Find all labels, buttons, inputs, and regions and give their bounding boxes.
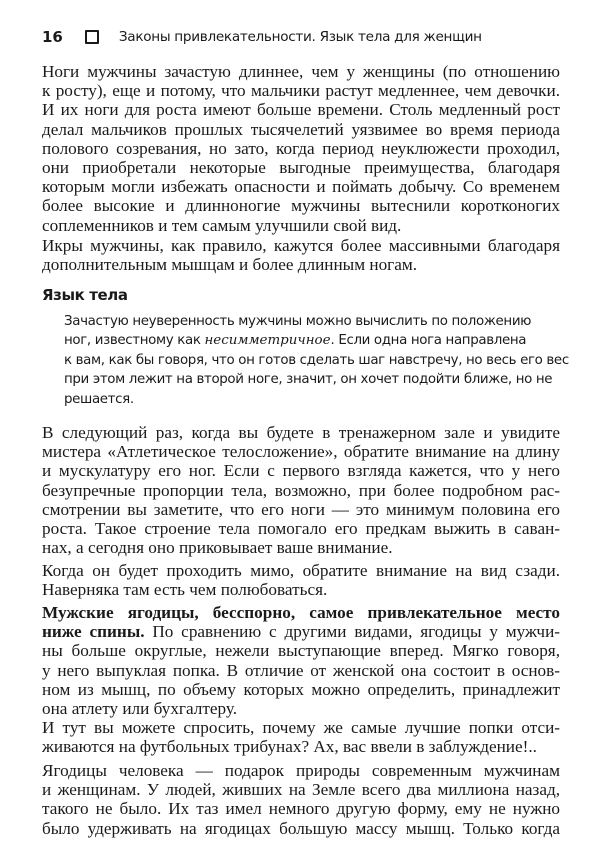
text-line	[42, 799, 560, 818]
text-run: смотрении вы заметите, что его ноги — это минимум половина его	[42, 499, 560, 519]
text-line	[42, 177, 560, 196]
text-run: мистера «Атлетическое телосложение», обратите внимание на длину	[42, 442, 560, 462]
text-run: Зачастую неуверенность мужчины можно вычислить по положению	[64, 314, 532, 329]
text-line	[64, 312, 540, 331]
text-line	[42, 62, 560, 81]
text-line	[42, 661, 560, 680]
text-line	[42, 641, 560, 660]
text-line	[42, 481, 560, 500]
paragraph	[42, 62, 560, 235]
page-number: 16	[42, 28, 63, 46]
text-line	[42, 761, 560, 780]
text-run: безупречные пропорции тела, возможно, при более подробном рас-	[42, 480, 560, 500]
text-line	[42, 423, 560, 442]
running-title: Законы привлекательности. Язык тела для женщин	[118, 29, 482, 45]
text-line	[42, 603, 560, 622]
text-run: при этом лежит на второй ноге, значит, он хочет подойти ближе, но не	[64, 372, 553, 388]
bold-text-run: ниже спины.	[42, 622, 145, 642]
text-line	[42, 737, 560, 756]
text-run: Ягодицы человека — подарок природы современным мужчинам	[42, 761, 560, 780]
text-line	[42, 519, 560, 538]
text-run: И тут вы можете спросить, почему же самые лучшие попки отси-	[42, 718, 560, 737]
text-line	[64, 351, 569, 370]
text-run: ног, известному как	[64, 333, 205, 349]
text-line	[42, 680, 560, 699]
text-line	[42, 461, 560, 480]
text-run: Ноги мужчины зачастую длиннее, чем у женщины (по отношению	[42, 62, 560, 81]
text-line	[42, 81, 560, 100]
text-run: И их ноги для роста имеют больше времени. Столь медленный рост	[42, 100, 560, 120]
text-line	[42, 718, 560, 737]
text-line	[42, 216, 560, 235]
text-run: у него выпуклая попка. В отличие от женской она состоит в основ-	[42, 660, 560, 680]
text-run: решается.	[64, 391, 134, 407]
text-run: Когда он будет проходить мимо, обратите внимание на вид сзади.	[42, 561, 560, 580]
section-heading: Язык тела	[42, 286, 128, 304]
text-line	[42, 580, 560, 599]
text-line	[64, 370, 553, 389]
paragraph	[42, 718, 560, 756]
text-run: По сравнению с другими видами, ягодицы у мужчи-	[144, 622, 560, 642]
running-header	[42, 27, 482, 47]
text-line	[42, 100, 560, 119]
paragraph	[42, 761, 560, 838]
sidebar-note	[64, 312, 569, 409]
italic-text-run: несимметричное	[204, 333, 331, 349]
paragraph	[42, 423, 560, 557]
text-run: Икры мужчины, как правило, кажутся более массивными благодаря	[42, 236, 560, 255]
text-run: ном из мышц, по объему которых можно определить, принадлежит	[42, 679, 560, 699]
paragraph	[42, 561, 560, 599]
text-line	[42, 819, 560, 838]
text-line	[42, 442, 560, 461]
text-run: делал мальчиков прошлых тысячелетий уязвимее во время периода	[42, 119, 560, 139]
text-line	[42, 236, 560, 255]
text-run: дополнительным мышцам и более длинным ногам.	[42, 255, 418, 275]
text-line	[42, 561, 560, 580]
text-line	[42, 196, 560, 215]
text-line	[42, 255, 560, 274]
text-run: живаются на футбольных трибунах? Ах, вас ввели в заблуждение!..	[42, 737, 537, 757]
text-run: полового созревания, но зато, когда период неуклюжести проходил,	[42, 138, 560, 158]
text-run: такого не было. Их таз имел немного другую форму, ему не нужно	[42, 799, 560, 819]
text-run: которым могли избежать опасности и поймать добычу. Со временем	[42, 177, 560, 197]
text-line	[42, 699, 560, 718]
text-line	[64, 331, 540, 350]
square-bullet-icon	[85, 30, 99, 44]
text-line	[42, 780, 560, 799]
paragraph	[42, 603, 560, 718]
text-run: и женщинам. У людей, живших на Земле всего два миллиона назад,	[42, 780, 560, 800]
text-run: и мускулатуру его ног. Если с первого взгляда кажется, что у него	[42, 461, 560, 481]
text-line	[64, 390, 540, 409]
paragraph	[42, 236, 560, 274]
text-run: к росту), еще и потому, что мальчики растут медленнее, чем девочки.	[42, 81, 560, 101]
text-run: . Если одна нога направлена	[330, 333, 527, 349]
text-line	[42, 500, 560, 519]
text-run: к вам, как бы говоря, что он готов сделать шаг навстречу, но весь его вес	[64, 352, 569, 368]
text-line	[42, 158, 560, 177]
text-run: Наверняка там есть чем полюбоваться.	[42, 580, 328, 600]
text-line	[42, 622, 560, 641]
text-run: нах, а сегодня оно приковывает ваше внимание.	[42, 538, 393, 558]
text-line	[42, 139, 560, 158]
bold-text-run: Мужские ягодицы, бесспорно, самое привлекательное место	[42, 603, 560, 622]
text-run: более высокие и длинноногие мужчины вытеснили коротконогих	[42, 196, 560, 216]
text-line	[42, 120, 560, 139]
text-run: соплеменников и тем самым улучшили свой вид.	[42, 215, 402, 235]
text-run: они приобретали некоторые выгодные преимущества, благодаря	[42, 157, 560, 177]
text-run: она атлету или бухгалтеру.	[42, 698, 237, 718]
text-line	[42, 538, 560, 557]
text-run: ны больше округлые, нежели выступающие вперед. Мягко говоря,	[42, 641, 560, 661]
text-run: В следующий раз, когда вы будете в тренажерном зале и увидите	[42, 423, 560, 442]
text-run: было удерживать на ягодицах большую массу мышц. Только когда	[42, 818, 560, 838]
text-run: роста. Такое строение тела помогало его предкам выжить в саван-	[42, 518, 560, 538]
